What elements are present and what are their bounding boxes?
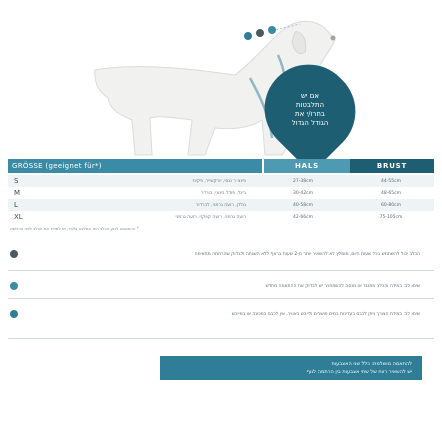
dot-icon: [10, 310, 18, 318]
divider: [8, 298, 434, 299]
size-table: [8, 175, 434, 223]
badge-line-1: אם יש: [300, 92, 320, 100]
row-hals: 27-38cm: [293, 178, 313, 184]
fit-tip-line-1: להתאמה מושלמת: כלל שני האצבעות: [331, 361, 412, 367]
size-table-header: [8, 159, 434, 173]
row-hals: 40-58cm: [293, 202, 313, 208]
marker-dot-2: [256, 29, 264, 37]
info-text: שימו לב: במידת הצורך ניתן לכבס בעדינות במים פושרים ולייבש באוויר, אין לכבס במכונה או במייבש: [231, 311, 420, 317]
row-hals: 42-66cm: [293, 214, 313, 220]
divider: [8, 270, 434, 271]
dot-icon: [10, 282, 18, 290]
divider: [8, 338, 434, 339]
info-row-3: [8, 310, 434, 318]
table-row: [8, 211, 434, 223]
header-size: GRÖSSE (geeignet für*): [8, 159, 262, 173]
info-row-2: [8, 282, 434, 290]
row-brust: 60-80cm: [381, 202, 401, 208]
row-size: S: [14, 177, 19, 185]
fit-tip-line-2: יש להשאיר רווח של שתי אצבעות בין הרתמה לגוף: [306, 369, 412, 375]
info-row-1: [8, 250, 434, 258]
badge-line-4: הגודל הגדול: [291, 119, 329, 127]
marker-dot-1: [244, 32, 252, 40]
row-hals: 30-42cm: [293, 190, 313, 196]
dot-icon: [10, 250, 18, 258]
table-row: [8, 199, 434, 211]
info-text: הכלב יכול להשתמש בכל שעות היום, מומלץ לא להשאיר יותר מ-2 שעות ברצף ללא השגחה ולבדוק שהרתמה מתאימה: [194, 251, 420, 257]
table-row: [8, 187, 434, 199]
badge-line-2: התלבטות: [295, 101, 325, 109]
row-size: M: [14, 189, 21, 197]
row-brust: 75-105cm: [379, 214, 403, 220]
fit-tip-box: [160, 356, 422, 380]
dog-nose: [331, 36, 336, 41]
row-size: XL: [14, 213, 23, 221]
header-brust: BRUST: [350, 159, 434, 173]
row-breed: ביגל, פודל בינוני, בורדר: [200, 190, 246, 196]
row-breed: גולדן, רועה גרמני, לברדור: [195, 202, 246, 208]
row-size: L: [14, 201, 18, 209]
row-breed: רועה גרמני, רועה קווקזי, רועה גרמני: [175, 214, 246, 220]
row-brust: 44-55cm: [381, 178, 401, 184]
table-footnote: * ההתאמה לגזע הכלב היא המלצה בלבד, יש למדוד את הכלב לפני הרכישה: [10, 226, 139, 231]
info-text: שימו לב: במידה והכלב מתנגד או מנסה להשתחרר יש לבדוק את ההתאמה מחדש: [265, 283, 420, 289]
marker-dot-3: [268, 26, 276, 34]
row-breed: פינצ׳ר ננסי, יורקשייר, פקינז: [192, 178, 246, 184]
header-hals: HALS: [264, 159, 350, 173]
badge-line-3: בחרו/י את: [295, 110, 325, 118]
row-brust: 48-65cm: [381, 190, 401, 196]
table-row: [8, 175, 434, 187]
